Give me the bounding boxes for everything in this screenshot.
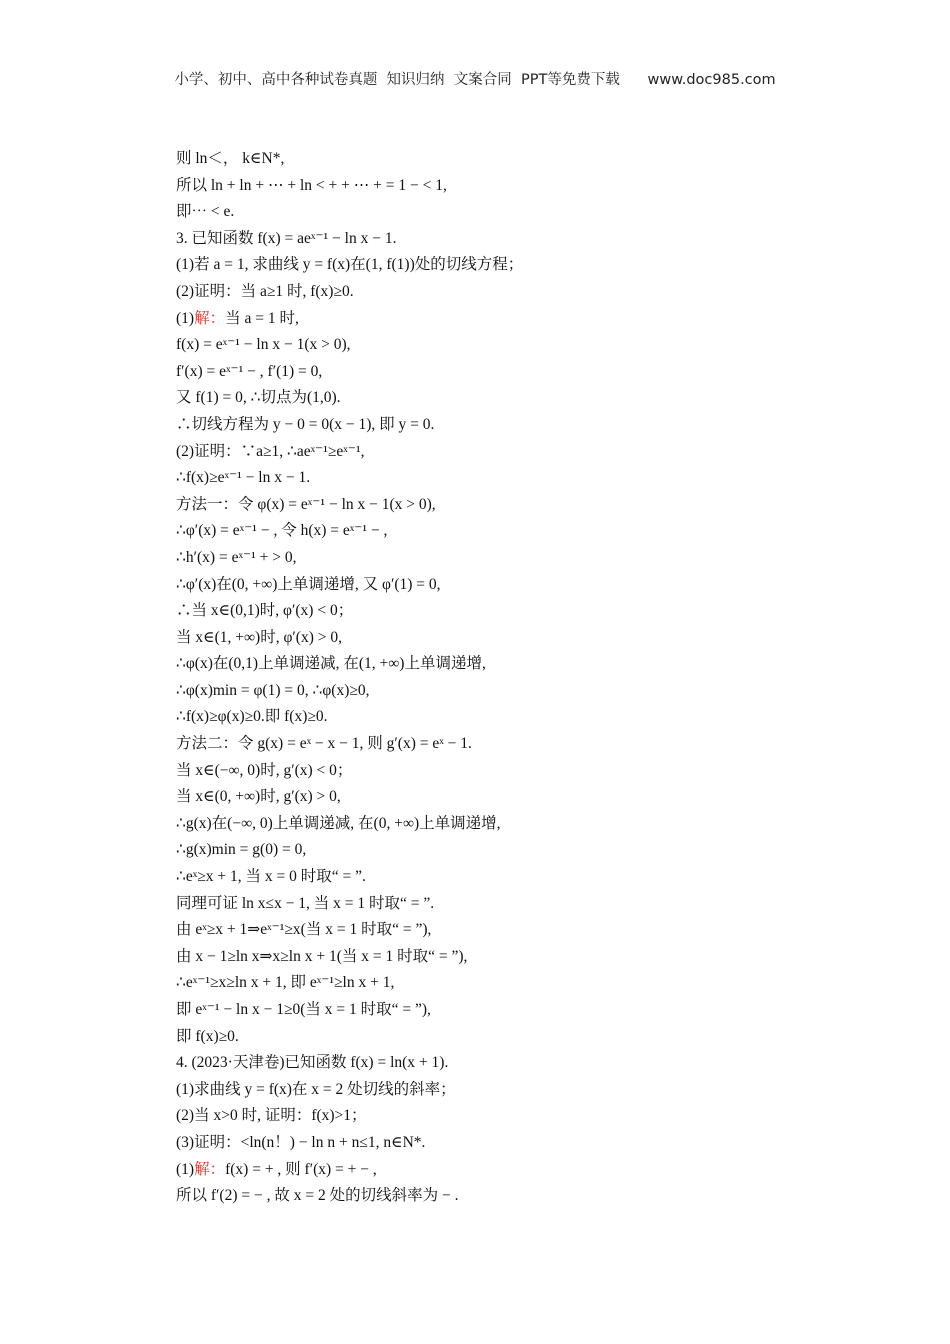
text-line: 方法二：令 g(x) = eˣ − x − 1, 则 g′(x) = eˣ − 1. — [176, 735, 472, 753]
text-line: 则 ln＜， k∈N*, — [176, 150, 285, 167]
document-body — [176, 146, 876, 1210]
text-line: f(x) = eˣ⁻¹ − ln x − 1(x > 0), — [176, 336, 351, 354]
solution-marker: 解： — [194, 309, 226, 327]
solution-prefix: (1) — [176, 1160, 195, 1178]
text-line: 当 x∈(1, +∞)时, φ′(x) > 0, — [176, 628, 342, 646]
problem-4-part-1: (1)求曲线 y = f(x)在 x = 2 处切线的斜率； — [176, 1080, 456, 1098]
text-line: ∴h′(x) = eˣ⁻¹ + > 0, — [176, 548, 297, 566]
problem-4-part-3: (3)证明：<ln(n！) − ln n + n≤1, n∈N*. — [176, 1133, 426, 1151]
text-line: 当 x∈(0, +∞)时, g′(x) > 0, — [176, 788, 341, 806]
problem-3-part-1: (1)若 a = 1, 求曲线 y = f(x)在(1, f(1))处的切线方程； — [176, 256, 524, 274]
text-line: ∴φ′(x)在(0, +∞)上单调递增, 又 φ′(1) = 0, — [176, 575, 441, 593]
text-line: ∴f(x)≥φ(x)≥0.即 f(x)≥0. — [176, 708, 328, 726]
text-line: ∴f(x)≥eˣ⁻¹ − ln x − 1. — [176, 469, 311, 487]
page-header-banner: 小学、初中、高中各种试卷真题 知识归纳 文案合同 PPT等免费下载 www.doc985.com — [174, 72, 776, 88]
solution-prefix: (1) — [176, 309, 195, 327]
text-line: ∴eˣ≥x + 1, 当 x = 0 时取“ = ”. — [176, 868, 366, 886]
text-line: 方法一：令 φ(x) = eˣ⁻¹ − ln x − 1(x > 0), — [176, 495, 436, 513]
problem-4-part-2: (2)当 x>0 时, 证明：f(x)>1； — [176, 1107, 367, 1125]
text-line: ∴当 x∈(0,1)时, φ′(x) < 0； — [176, 602, 354, 620]
text-line: 当 x∈(−∞, 0)时, g′(x) < 0； — [176, 761, 353, 779]
text-line: ∴g(x)在(−∞, 0)上单调递减, 在(0, +∞)上单调递增, — [176, 814, 501, 832]
text-line: 又 f(1) = 0, ∴切点为(1,0). — [176, 389, 341, 407]
solution-marker: 解： — [194, 1160, 226, 1178]
text-line: ∴eˣ⁻¹≥x≥ln x + 1, 即 eˣ⁻¹≥ln x + 1, — [176, 974, 395, 992]
text-line: ∴φ(x)在(0,1)上单调递减, 在(1, +∞)上单调递增, — [176, 655, 486, 673]
text-line: ∴切线方程为 y − 0 = 0(x − 1), 即 y = 0. — [176, 415, 435, 433]
text-line: (2)证明：∵a≥1, ∴aeˣ⁻¹≥eˣ⁻¹, — [176, 442, 365, 460]
problem-4-statement: 4. (2023·天津卷)已知函数 f(x) = ln(x + 1). — [176, 1054, 449, 1072]
text-line: 即 eˣ⁻¹ − ln x − 1≥0(当 x = 1 时取“ = ”), — [176, 1001, 431, 1018]
solution-text: 当 a = 1 时, — [225, 309, 299, 327]
text-line: ∴φ′(x) = eˣ⁻¹ − , 令 h(x) = eˣ⁻¹ − , — [176, 522, 388, 540]
text-line: ∴φ(x)min = φ(1) = 0, ∴φ(x)≥0, — [176, 681, 370, 699]
text-line: 由 eˣ≥x + 1⇒eˣ⁻¹≥x(当 x = 1 时取“ = ”), — [176, 921, 432, 939]
text-line: f′(x) = eˣ⁻¹ − , f′(1) = 0, — [176, 362, 323, 380]
solution-line — [176, 306, 876, 333]
text-line: 即⋯ < e. — [176, 203, 235, 221]
problem-3-statement: 3. 已知函数 f(x) = aeˣ⁻¹ − ln x − 1. — [176, 229, 397, 247]
text-line: 即 f(x)≥0. — [176, 1027, 239, 1045]
text-line: 所以 f′(2) = − , 故 x = 2 处的切线斜率为 − . — [176, 1187, 459, 1205]
text-line: 由 x − 1≥ln x⇒x≥ln x + 1(当 x = 1 时取“ = ”), — [176, 947, 468, 965]
solution-line — [176, 1157, 876, 1184]
text-line: ∴g(x)min = g(0) = 0, — [176, 841, 307, 859]
problem-3-part-2: (2)证明：当 a≥1 时, f(x)≥0. — [176, 282, 354, 300]
text-line: 同理可证 ln x≤x − 1, 当 x = 1 时取“ = ”. — [176, 894, 435, 912]
solution-text: f(x) = + , 则 f′(x) = + − , — [225, 1160, 377, 1178]
text-line: 所以 ln + ln + ⋯ + ln < + + ⋯ + = 1 − < 1, — [176, 176, 447, 194]
